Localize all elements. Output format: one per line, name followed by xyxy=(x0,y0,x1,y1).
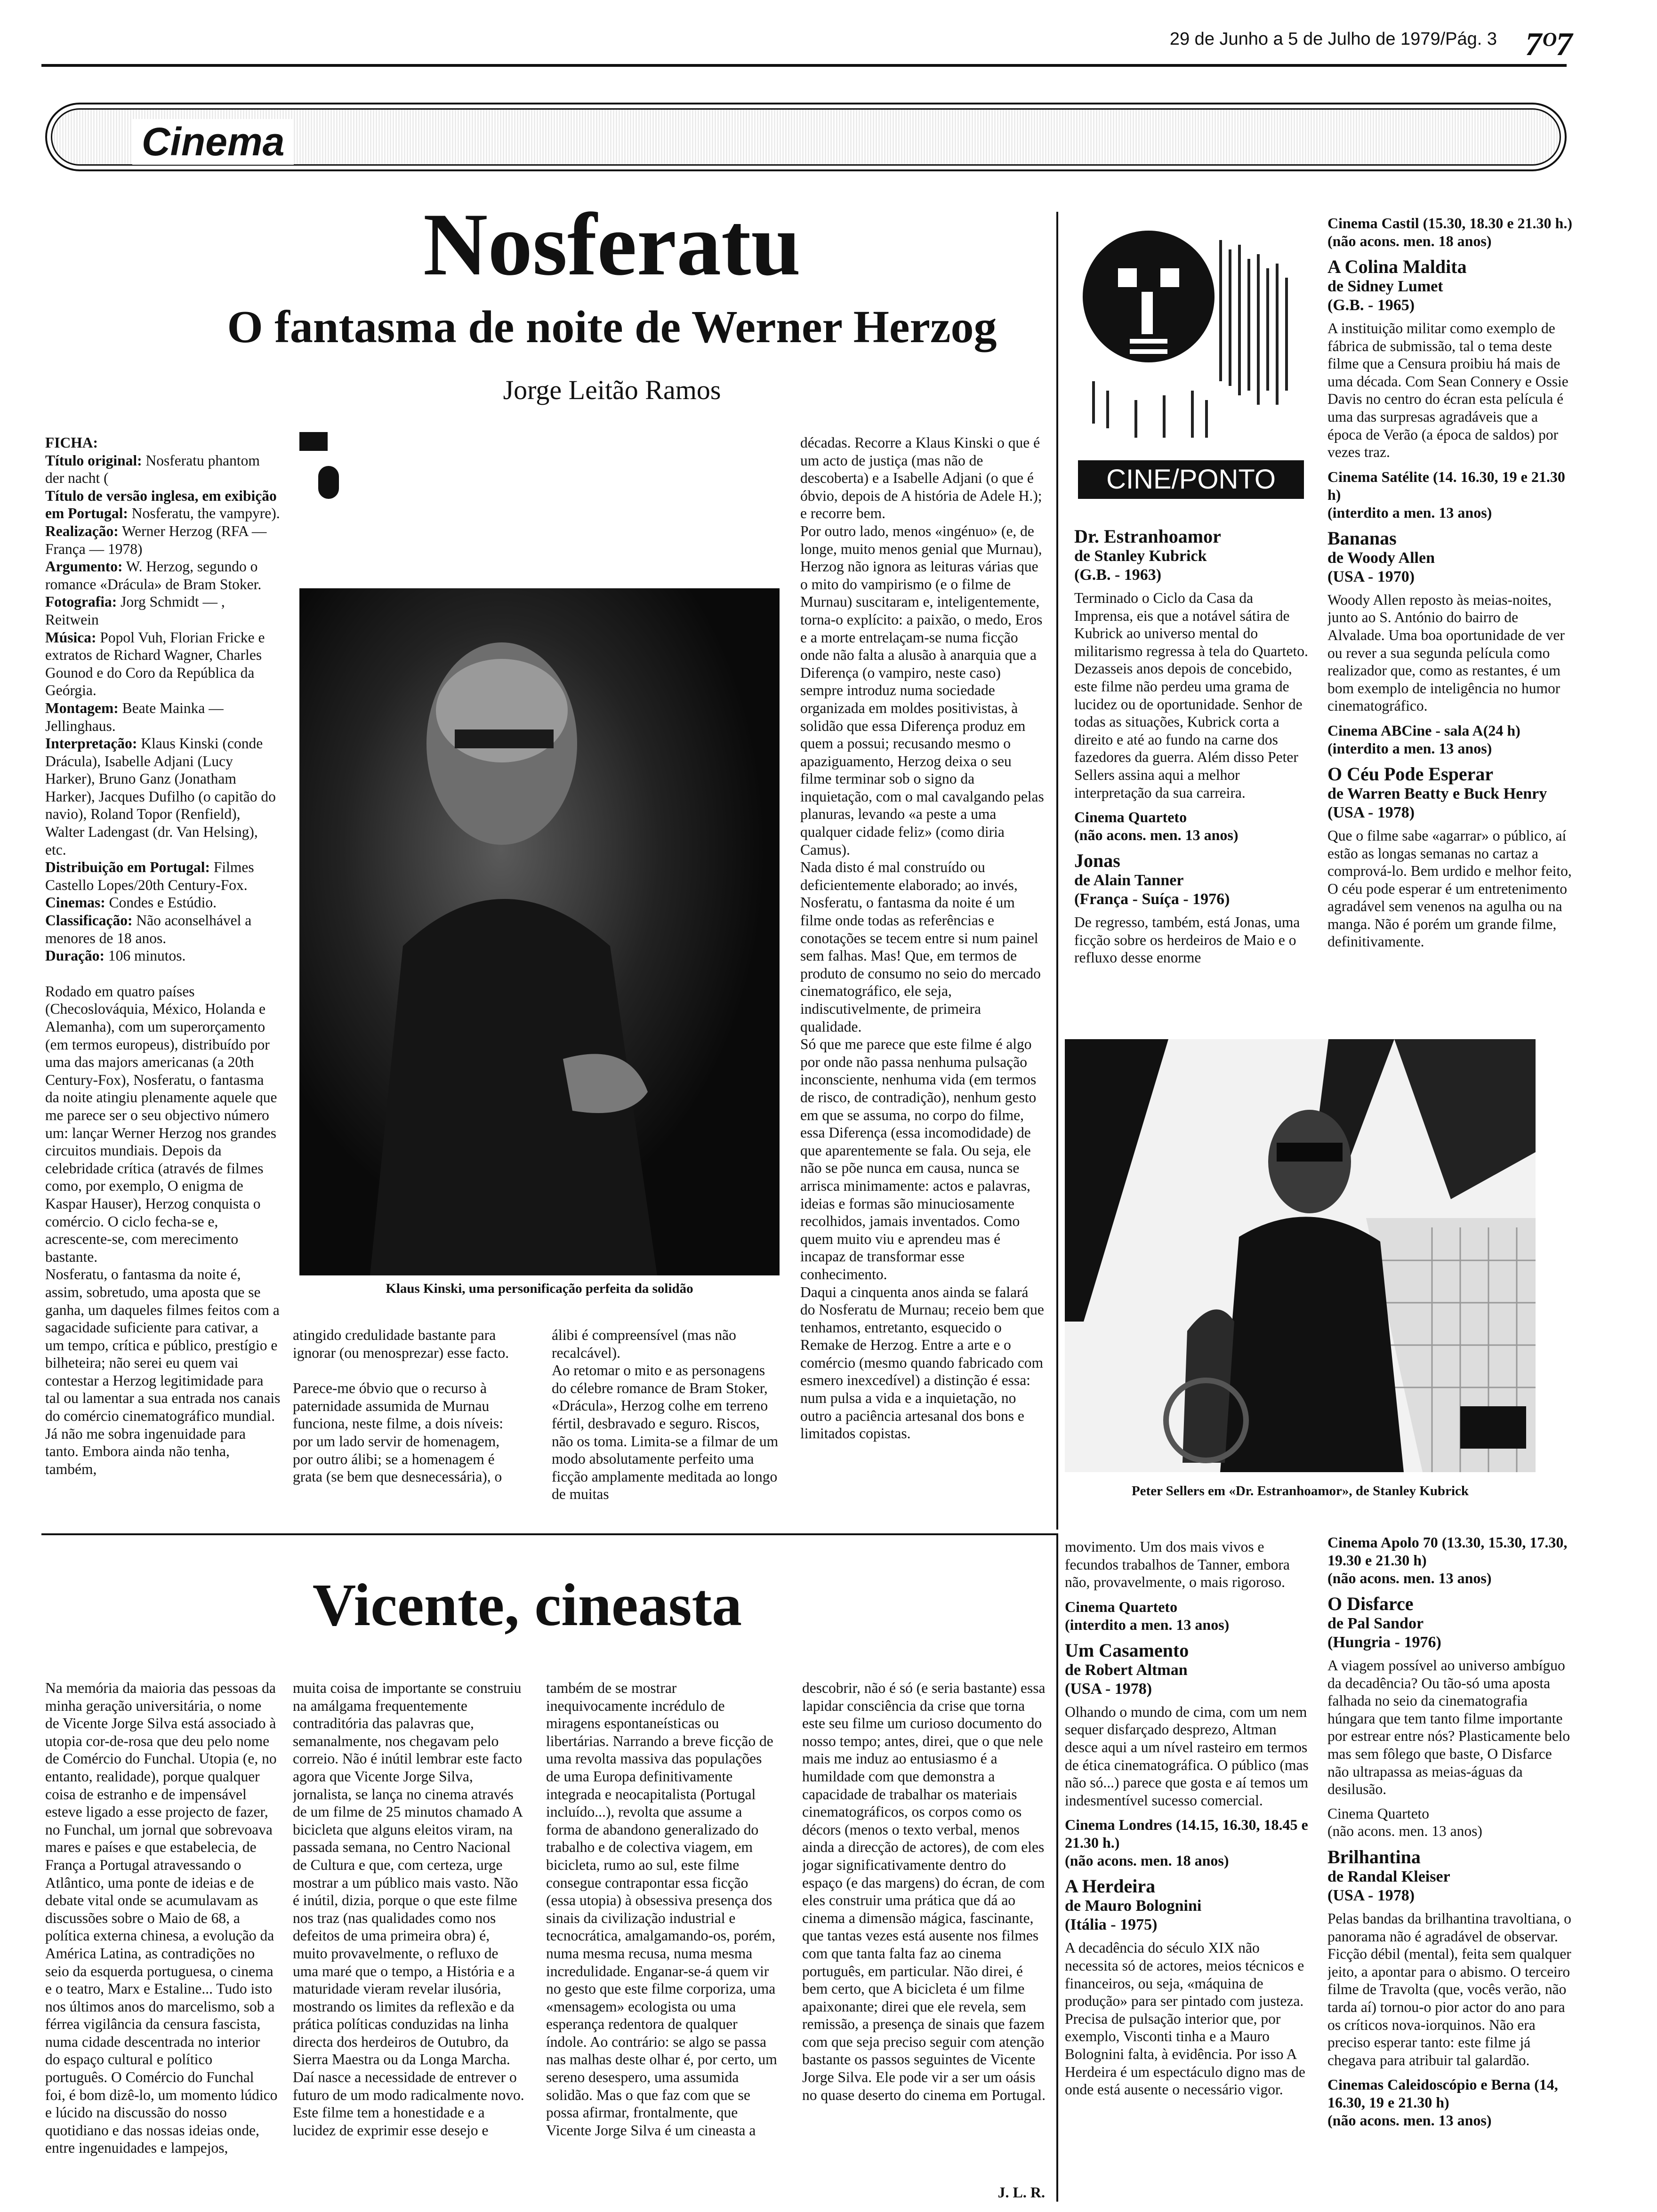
cineponto-right-column xyxy=(1327,214,1572,1033)
ficha-entry xyxy=(45,912,281,947)
publication-mark: 7ᴼ7 xyxy=(1525,26,1573,63)
article-title: Nosferatu xyxy=(423,195,801,294)
listing-entry xyxy=(1327,721,1572,757)
film-country: (Hungria - 1976) xyxy=(1327,1634,1441,1651)
ficha-value: Popol Vuh, Florian Fricke e extratos de Richard Wagner, Charles Gounod e do Coro da República da Geórgia. xyxy=(45,629,265,699)
body-paragraph: atingido credulidade bastante para ignorar (ou menosprezar) esse facto. xyxy=(293,1327,509,1361)
listing-entry xyxy=(1065,1598,1310,1634)
listing-entry xyxy=(1327,2076,1572,2129)
ficha-value: Condes e Estúdio. xyxy=(105,894,217,911)
article-column-1 xyxy=(45,434,281,1498)
listing-entry xyxy=(1327,468,1572,521)
cineponto-lower-right-column xyxy=(1327,1533,1572,2202)
listing-entry xyxy=(1327,528,1572,715)
ficha-value: W. Herzog, segundo o romance «Drácula» de Bram Stoker. xyxy=(45,558,262,593)
listing-entry xyxy=(1327,1847,1572,2069)
ficha-entry xyxy=(45,487,281,522)
listing-entry xyxy=(1327,214,1572,250)
page-dateline: 29 de Junho a 5 de Julho de 1979/Pág. 3 xyxy=(1169,29,1497,49)
ficha-value: Jorg Schmidt — , Reitwein xyxy=(45,593,225,628)
cinema-name: Cinema Satélite (14. 16.30, 19 e 21.30 h) xyxy=(1327,468,1565,503)
listing-entry xyxy=(1074,526,1310,801)
body-paragraph: descobrir, não é só (e seria bastante) essa lapidar consciência da crise que torna este seu filme um curioso documento do nosso tempo; antes, direi, que o que nele mais me induz ao entusiasmo é a humildade com que demonstra a capacidade de trabalhar os materiais cinematográficos, os corpos como os décors (menos o texto verbal, menos ainda a direcção de actores), de com eles jogar significativamente dentro do espaço (e das margens) do écran, de com eles construir uma prática que dá ao cinema a dimensão mágica, fascinante, que tantas vezes está ausente nos filmes com que tanta falta faz ao cinema português, em particular. Não direi, é bem certo, que A bicicleta é um filme apaixonante; direi que ele revela, sem remissão, a presença de sinais que fazem com que seja preciso seguir com atenção bastante os passos seguintes de Vicente Jorge Silva. Ele pode vir a ser um oásis no quase deserto do cinema em Portugal. xyxy=(802,1680,1046,2103)
cinema-name: Cinema Quarteto xyxy=(1074,809,1187,826)
ficha-value: Nosferatu phantom der nacht ( xyxy=(45,452,260,487)
cinema-name: Cinema Quarteto xyxy=(1065,1598,1178,1615)
body-paragraph: Parece-me óbvio que o recurso à paternidade assumida de Murnau funciona, neste filme, a dois níveis: por um lado servir de homenagem, por outro álibi; se a homenagem é grata (se bem que desnecessária), o xyxy=(293,1380,504,1485)
film-title: Brilhantina xyxy=(1327,1846,1421,1867)
ficha-list xyxy=(45,452,281,965)
ficha-key: Interpretação: xyxy=(45,735,137,752)
ficha-entry xyxy=(45,699,281,735)
ficha-entry xyxy=(45,629,281,699)
film-country: (USA - 1978) xyxy=(1327,803,1415,821)
body-paragraph: Por outro lado, menos «ingénuo» (e, de longe, muito menos genial que Murnau), Herzog não ignora as leituras várias que o mito do vampirismo (e o filme de Murnau) suscitaram e, inteligentemente, torna-o explícito: a paixão, o medo, Eros e a morte entrelaçam-se numa ficção onde não falta a alusão à anarquia que a Diferença (o vampiro, neste caso) sempre introduz numa sociedade organizada em moldes positivistas, à solidão que essa Diferença produz em quem a possui; recusando mesmo o apaziguamento, Herzog deixa o seu filme terminar sob o signo da inquietação, com o mal cavalgando pelas planuras, levando «a peste a uma qualquer cidade feliz» (como diria Camus). xyxy=(800,522,1044,858)
ficha-entry xyxy=(45,858,281,894)
ficha-key: Fotografia: xyxy=(45,593,117,610)
classification: (não acons. men. 13 anos) xyxy=(1327,1570,1492,1587)
classification: (não acons. men. 13 anos) xyxy=(1074,826,1239,844)
kinski-photo xyxy=(299,588,780,1275)
ficha-entry xyxy=(45,894,281,912)
ficha-key: Título de versão inglesa, em exibição em Portugal: xyxy=(45,487,277,522)
film-title: A Herdeira xyxy=(1065,1875,1156,1897)
classification: (não acons. men. 13 anos) xyxy=(1327,2112,1492,2129)
top-rule xyxy=(41,64,1567,67)
ficha-entry xyxy=(45,522,281,558)
cinema-name: Cinema Quarteto xyxy=(1327,1805,1430,1822)
listing-entry xyxy=(1074,850,1310,967)
film-country: (França - Suíça - 1976) xyxy=(1074,890,1230,908)
article-title: Vicente, cineasta xyxy=(312,1571,742,1638)
ficha-entry xyxy=(45,452,281,487)
cinema-name: Cinema Apolo 70 (13.30, 15.30, 17.30, 19.30 e 21.30 h) xyxy=(1327,1534,1568,1569)
ficha-key: Duração: xyxy=(45,947,105,964)
article-subtitle: O fantasma de noite de Werner Herzog xyxy=(227,302,997,353)
ficha-entry xyxy=(45,735,281,858)
listing-entry xyxy=(1065,1538,1310,1591)
ficha-value: Não aconselhável a menores de 18 anos. xyxy=(45,912,252,946)
photo-fragment xyxy=(318,466,339,499)
film-title: Um Casamento xyxy=(1065,1639,1189,1661)
article2-column-4 xyxy=(802,1679,1047,2188)
film-review: De regresso, também, está Jonas, uma ficção sobre os herdeiros de Maio e o refluxo desse enorme xyxy=(1074,914,1300,966)
film-country: (G.B. - 1963) xyxy=(1074,566,1162,584)
column-divider xyxy=(1056,1533,1058,2202)
photo-caption: Klaus Kinski, uma personificação perfeita da solidão xyxy=(386,1281,693,1296)
ficha-entry xyxy=(45,593,281,628)
body-paragraph: também de se mostrar inequivocamente incrédulo de miragens espontaneísticas ou libertárias. Narrando a breve ficção de uma revolta massiva das populações de uma Europa definitivamente integrada e neocapitalista (Portugal incluído...), revolta que assume a forma de abandono generalizado do trabalho e de colectiva viagem, em bicicleta, rumo ao sul, este filme consegue contrapontar essa ficção (essa utopia) à obsessiva presença dos sinais da civilização industrial e tecnocrática, amalgamando-os, porém, numa mesma recusa, numa mesma incredulidade. Enganar-se-á quem vir no gesto que este filme corporiza, uma «mensagem» ecologista ou uma esperança redentora de qualquer índole. Ao contrário: se algo se passa nas malhas deste olhar é, por certo, um sereno desespero, uma assumida solidão. Mas o que faz com que se possa afirmar, frontalmente, que Vicente Jorge Silva é um cineasta a xyxy=(546,1680,777,2139)
ficha-key: Título original: xyxy=(45,452,142,469)
body-paragraph: décadas. Recorre a Klaus Kinski o que é um acto de justiça (mas não de descoberta) e a Isabelle Adjani (o que é óbvio, depois de A história de Adele H.); e recorre bem. xyxy=(800,434,1042,522)
article2-column-1 xyxy=(45,1679,278,2202)
body-paragraph: Nada disto é mal construído ou deficientemente elaborado; ao invés, Nosferatu, o fantasma da noite é um filme onde todas as referências e conotações se tecem entre si num painel sem falhas. Mas! Que, em termos de produto de consumo no seio do mercado cinematográfico, ele seja, indiscutivelmente, de primeira qualidade. xyxy=(800,859,1041,1035)
film-review: A instituição militar como exemplo de fábrica de submissão, tal o tema deste filme que a Censura proibiu há mais de uma década. Com Sean Connery e Ossie Davis no centro do écran esta película é uma das surpresas agradáveis que a época de Verão (a época de saldos) por vezes traz. xyxy=(1327,320,1569,461)
cinema-name: Cinema Castil (15.30, 18.30 e 21.30 h.) xyxy=(1327,215,1572,232)
photo-caption: Peter Sellers em «Dr. Estranhoamor», de Stanley Kubrick xyxy=(1131,1483,1469,1499)
ficha-value: Filmes Castello Lopes/20th Century-Fox. xyxy=(45,859,254,893)
film-country: (USA - 1978) xyxy=(1327,1886,1415,1904)
article-byline: Jorge Leitão Ramos xyxy=(503,375,721,405)
article-column-3 xyxy=(552,1326,780,1505)
cineponto-mid-column xyxy=(1074,526,1310,1034)
body-paragraph: Daqui a cinquenta anos ainda se falará do Nosferatu de Murnau; receio bem que tenhamos, entretanto, esquecido o Remake de Herzog. Entre a arte e o comércio (mesmo quando fabricado com esmero inexcedível) a distinção é essa: num pulsa a vida e a inquietação, no outro a paciência artesanal dos bons e limitados copistas. xyxy=(800,1283,1044,1442)
film-director: de Alain Tanner xyxy=(1074,872,1184,890)
film-title: O Céu Pode Esperar xyxy=(1327,763,1494,785)
body-paragraph: Rodado em quatro países (Checoslováquia, México, Holanda e Alemanha), com um superorçamento (em termos europeus), distribuído por uma das majors americanas (a 20th Century-Fox), Nosferatu, o fantasma da noite atingiu plenamente aquele que me parece ser o seu objectivo número um: lançar Werner Herzog nos grandes circuitos mundiais. Depois da celebridade crítica (através de filmes como, por exemplo, O enigma de Kaspar Hauser), Herzog conquista o comércio. O ciclo fecha-se e, acrescente-se, com merecimento bastante. xyxy=(45,983,277,1265)
listing-entry xyxy=(1327,1594,1572,1798)
listing-entry xyxy=(1327,764,1572,951)
ficha-key: Cinemas: xyxy=(45,894,105,911)
classification: (interdito a men. 13 anos) xyxy=(1327,504,1492,521)
cinema-name: Cinemas Caleidoscópio e Berna (14, 16.30, 19 e 21.30 h) xyxy=(1327,2076,1558,2111)
listing-entry xyxy=(1065,1876,1310,2098)
film-review: Woody Allen reposto às meias-noites, junto ao S. António do bairro de Alvalade. Uma boa oportunidade de ver ou rever a sua segunda película como realizador que, como as restantes, é um bom exemplo de inteligência no humor cinematográfico. xyxy=(1327,591,1565,714)
ficha-key: Distribuição em Portugal: xyxy=(45,859,210,876)
classification: (interdito a men. 13 anos) xyxy=(1065,1616,1230,1633)
ficha-key: Música: xyxy=(45,629,97,646)
classification: (não acons. men. 13 anos) xyxy=(1327,1823,1482,1840)
body-paragraph: álibi é compreensível (mas não recalcável). xyxy=(552,1327,736,1361)
film-title: A Colina Maldita xyxy=(1327,256,1467,277)
ficha-label: FICHA: xyxy=(45,434,98,451)
film-director: de Robert Altman xyxy=(1065,1661,1188,1679)
film-title: Jonas xyxy=(1074,850,1120,872)
body-paragraph: Ao retomar o mito e as personagens do célebre romance de Bram Stoker, «Drácula», Herzog colhe em terreno fértil, desbravado e seguro. Riscos, não os toma. Limita-se a filmar de um modo absolutamente perfeito uma ficção amplamente meditada ao longo de muitas xyxy=(552,1362,779,1503)
article2-column-3 xyxy=(546,1679,779,2202)
ficha-value: Nosferatu, the vampyre). xyxy=(128,505,280,522)
ficha-value: Beate Mainka — Jellinghaus. xyxy=(45,699,224,734)
listing-entry xyxy=(1065,1640,1310,1810)
film-director: de Sidney Lumet xyxy=(1327,278,1443,295)
listing-entry xyxy=(1074,808,1310,844)
film-director: de Mauro Bolognini xyxy=(1065,1897,1202,1915)
body-paragraph: Na memória da maioria das pessoas da minha geração universitária, o nome de Vicente Jorge Silva está associado à utopia cor-de-rosa que deu pelo nome de Comércio do Funchal. Utopia (e, no entanto, realidade), porque qualquer coisa de estranho e de impensável esteve ligado a esse projecto de fazer, no Funchal, um jornal que sobrevoava mares e países e que estabelecia, de França a Portugal atravessando o Atlântico, uma ponte de ideias e de debate vital onde se acumulavam as discussões sobre o Maio de 68, a política externa chinesa, a evolução da América Latina, as contradições no seio da esquerda portuguesa, o cinema e o teatro, Marx e Estaline... Tudo isto nos últimos anos do marcelismo, sob a férrea vigilância da censura fascista, numa cidade descentrada no interior do espaço cultural e político português. O Comércio do Funchal foi, é bom dizê-lo, um momento lúdico e lúcido na discussão do nosso quotidiano e das nossas ideias onde, entre ingenuidades e lampejos, xyxy=(45,1680,278,2156)
listing-entry xyxy=(1065,1816,1310,1869)
section-title: Cinema xyxy=(132,119,294,165)
film-director: de Woody Allen xyxy=(1327,549,1435,567)
film-review: A viagem possível ao universo ambíguo da decadência? Ou tão-só uma aposta falhada no seio da cinematografia húngara que tem tanto filme importante por estrear entre nós? Plasticamente belo mas sem fôlego que baste, O Disfarce não ultrapassa as meias-águas da desilusão. xyxy=(1327,1657,1570,1798)
classification: (não acons. men. 18 anos) xyxy=(1327,232,1492,249)
film-review: Que o filme sabe «agarrar» o público, aí estão as longas semanas no cartaz a comprová-lo. Bem urdido e melhor feito, O céu pode esperar é um entretenimento agradável sem venenos na agulha ou na manga. Não é porém um grande filme, definitivamente. xyxy=(1327,827,1572,950)
film-review: movimento. Um dos mais vivos e fecundos trabalhos de Tanner, embora não, provavelmente, o mais rigoroso. xyxy=(1065,1539,1290,1591)
film-country: (Itália - 1975) xyxy=(1065,1916,1158,1934)
film-country: (USA - 1978) xyxy=(1065,1680,1152,1698)
sellers-photo xyxy=(1065,1039,1536,1472)
film-title: O Disfarce xyxy=(1327,1593,1414,1614)
film-country: (USA - 1970) xyxy=(1327,568,1415,585)
classification: (interdito a men. 13 anos) xyxy=(1327,739,1492,757)
cineponto-logo xyxy=(1078,212,1304,504)
article2-column-2 xyxy=(293,1679,525,2202)
film-country: (G.B. - 1965) xyxy=(1327,297,1415,314)
classification: (não acons. men. 18 anos) xyxy=(1065,1852,1229,1869)
body-paragraph: muita coisa de importante se construiu na amálgama frequentemente contraditória das palavras que, semanalmente, nos chegavam pelo correio. Não é inútil lembrar este facto agora que Vicente Jorge Silva, jornalista, se lança no cinema através de um filme de 25 minutos chamado A bicicleta que alguns eleitos viram, na passada semana, no Centro Nacional de Cultura e que, com certeza, urge mostrar a um público mais vasto. Não é inútil, dizia, porque o que este filme nos traz (nas qualidades como nos defeitos de uma primeira obra) é, muito provavelmente, o refluxo de uma maré que o tempo, a História e a maturidade vieram revelar ilusória, mostrando os limites da reflexão e da prática políticas conduzidas na linha directa dos herdeiros de Outubro, da Sierra Maestra ou da Longa Marcha. Daí nasce a necessidade de entrever o futuro de um modo radicalmente novo. Este filme tem a honestidade e a lucidez de exprimir esse desejo e xyxy=(293,1680,524,2139)
ficha-value: Klaus Kinski (conde Drácula), Isabelle Adjani (Lucy Harker), Bruno Ganz (Jonatham Harker), Jacques Dufilho (o capitão do navio), Roland Topor (Renfield), Walter Ladengast (dr. Van Helsing), etc. xyxy=(45,735,276,858)
film-director: de Warren Beatty e Buck Henry xyxy=(1327,785,1547,802)
body-paragraph: Nosferatu, o fantasma da noite é, assim, sobretudo, uma aposta que se ganha, um daqueles filmes feitos com a sagacidade suficiente para cativar, a um tempo, crítica e público, prestígio e bilheteira; não serei eu quem vai contestar a Herzog legitimidade para tal ou lamentar a sua entrada nos canais do comércio cinematográfico mundial. Já não me sobra ingenuidade para tanto. Embora ainda não tenha, também, xyxy=(45,1266,281,1477)
section-banner xyxy=(45,103,1567,171)
cineponto-lower-mid-column xyxy=(1065,1533,1310,2202)
signature-initials: J. L. R. xyxy=(997,2184,1045,2201)
ficha-key: Argumento: xyxy=(45,558,123,575)
ficha-value: Werner Herzog (RFA — França — 1978) xyxy=(45,522,267,557)
body-paragraph: Só que me parece que este filme é algo por onde não passa nenhuma pulsação inconsciente, nenhuma vida (em termos de risco, de contradição), nenhum gesto em que se assuma, no corpo do filme, essa Diferença (essa incomodidade) de que aparentemente se fala. Ou seja, ele não se põe nunca em causa, nunca se arrisca minimamente: actos e palavras, ideias e formas são minuciosamente recolhidos, jamais inventados. Como quem muito viu e aprendeu mas é incapaz de transformar esse conhecimento. xyxy=(800,1036,1037,1282)
film-director: de Pal Sandor xyxy=(1327,1615,1424,1632)
film-review: Olhando o mundo de cima, com um nem sequer disfarçado desprezo, Altman desce aqui a um nível rasteiro em termos de ética cinematográfica. O público (mas não só...) parece que gosta e aí temos um indesmentível sucesso comercial. xyxy=(1065,1703,1309,1809)
film-review: Terminado o Ciclo da Casa da Imprensa, eis que a notável sátira de Kubrick ao universo mental do militarismo regressa à tela do Quarteto. Dezasseis anos depois de concebido, este filme não perdeu uma grama de lucidez ou de oportunidade. Senhor de todas as situações, Kubrick corta a direito e até ao fundo na carne dos fazedores da guerra. Além disso Peter Sellers assina aqui a melhor interpretação da sua carreira. xyxy=(1074,590,1308,801)
film-review: A decadência do século XIX não necessita só de actores, meios técnicos e financeiros, ou seja, «máquina de produção» para ser pintado com justeza. Precisa de pulsação interior que, por exemplo, Visconti tinha e a Mauro Bolognini falta, à evidência. Por isso A Herdeira é um espectáculo digno mas de onde está ausente o necessário vigor. xyxy=(1065,1940,1305,2098)
film-title: Bananas xyxy=(1327,527,1397,549)
ficha-value: 106 minutos. xyxy=(104,947,186,964)
film-title: Dr. Estranhoamor xyxy=(1074,526,1221,547)
ficha-key: Classificação: xyxy=(45,912,133,929)
film-review: Pelas bandas da brilhantina travoltiana, o panorama não é agradável de observar. Ficção débil (mental), feita sem qualquer jeito, a apontar para o abismo. O terceiro filme de Travolta (que, vocês verão, não tarda aí) tornou-o pior actor do ano para os críticos nova-iorquinos. Não era preciso esperar tanto: este filme já chegava para atribuir tal galardão. xyxy=(1327,1910,1571,2068)
film-director: de Stanley Kubrick xyxy=(1074,547,1207,565)
ficha-key: Montagem: xyxy=(45,699,119,716)
listing-entry xyxy=(1327,1533,1572,1587)
listing-entry xyxy=(1327,256,1572,461)
column-divider xyxy=(1056,212,1058,1530)
cinema-name: Cinema ABCine - sala A(24 h) xyxy=(1327,721,1520,739)
ficha-entry xyxy=(45,947,281,965)
film-director: de Randal Kleiser xyxy=(1327,1867,1450,1885)
cinema-name: Cinema Londres (14.15, 16.30, 18.45 e 21.30 h.) xyxy=(1065,1816,1308,1851)
cineponto-label: CINE/PONTO xyxy=(1078,460,1304,499)
ficha-entry xyxy=(45,558,281,593)
article-column-4 xyxy=(800,434,1045,1505)
section-divider xyxy=(41,1533,1056,1535)
listing-entry xyxy=(1327,1805,1572,1840)
photo-fragment xyxy=(299,432,328,451)
article-column-2 xyxy=(293,1326,521,1505)
ficha-key: Realização: xyxy=(45,522,119,539)
